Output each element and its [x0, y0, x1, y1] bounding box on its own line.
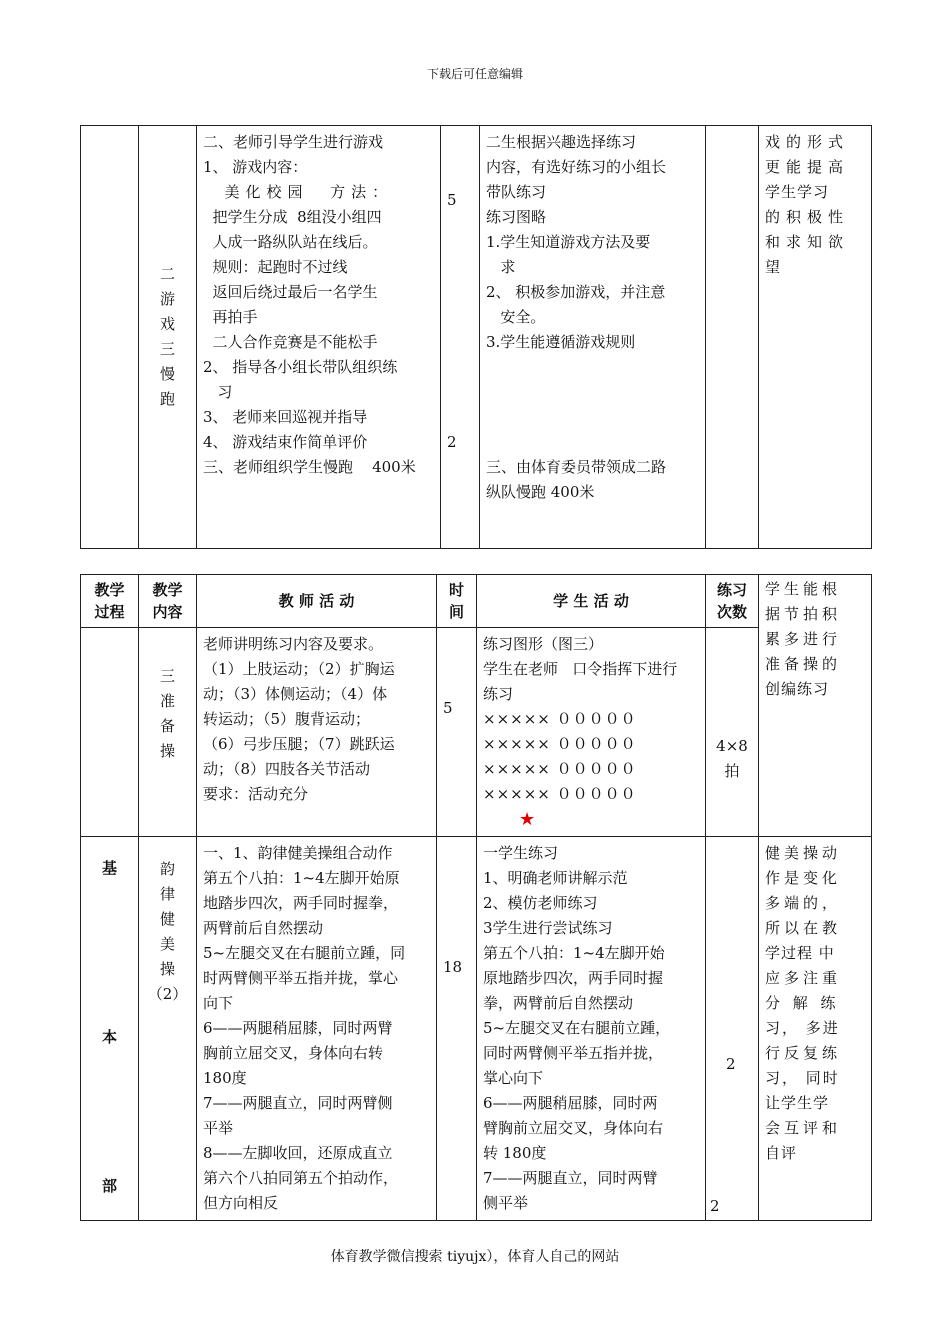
content-line: 律 — [159, 885, 175, 903]
text-line: 3.学生能遵循游戏规则 — [486, 333, 636, 351]
text-line: 向下 — [203, 994, 234, 1012]
text-line: 原地踏步四次，两手同时握 — [483, 969, 664, 987]
text-line: 美化校园 方法： — [203, 183, 394, 201]
header-line: 次数 — [716, 603, 747, 621]
text-line: 动；（8）四肢各关节活动 — [203, 760, 371, 778]
note-line: 会互评和 — [765, 1119, 842, 1137]
row2-notes-cell — [759, 837, 872, 1221]
content-line: 操 — [159, 742, 175, 760]
note-line: 学生学习 — [765, 183, 830, 201]
content-line: 韵 — [159, 860, 175, 878]
note-line: 让学生学 — [765, 1094, 830, 1112]
t1-content-line: 慢 — [159, 365, 175, 383]
note-line: 所以在教 — [765, 919, 842, 937]
t1-content-line: 戏 — [159, 315, 175, 333]
note-line: 累多进行 — [765, 630, 842, 648]
text-line: 2、 积极参加游戏，并注意 — [486, 283, 666, 301]
time-value: 18 — [443, 958, 463, 976]
text-line: 转运动；（5）腹背运动； — [203, 710, 371, 728]
row2-count-cell — [706, 837, 759, 1221]
text-line: 1、 游戏内容： — [203, 158, 308, 176]
note-line: 学过程 中 — [765, 944, 835, 962]
text-line: 平举 — [203, 1119, 234, 1137]
row1-count-cell — [706, 628, 759, 837]
note-line: 自评 — [765, 1144, 798, 1162]
header-line: 教学 — [94, 581, 125, 599]
t1-content-line: 游 — [159, 290, 175, 308]
header-process — [81, 575, 139, 628]
time-value: 2 — [447, 433, 457, 451]
note-line: 应多注重 — [765, 969, 842, 987]
row2-time-cell — [437, 837, 477, 1221]
time-value: 5 — [447, 191, 457, 209]
text-line: 学生在老师 口令指挥下进行 — [483, 660, 678, 678]
header-line: 时 — [448, 581, 464, 599]
text-line: 返回后绕过最后一名学生 — [203, 283, 378, 301]
text-line: 习 — [203, 383, 233, 401]
content-line: 操 — [159, 960, 175, 978]
text-line: 二、老师引导学生进行游戏 — [203, 133, 384, 151]
text-line: 把学生分成 8组没小组四 — [203, 208, 382, 226]
text-line: 掌心向下 — [483, 1069, 544, 1087]
note-line: 据节拍积 — [765, 605, 842, 623]
row1-time-cell — [437, 628, 477, 837]
page-footer: 体育教学微信搜索 tiyujx），体育人自己的网站 — [330, 1249, 620, 1265]
header-student: 学 生 活 动 — [477, 575, 706, 628]
formation-line: ××××× ０００００ — [483, 735, 637, 753]
text-line: 二生根据兴趣选择练习 — [486, 133, 637, 151]
text-line: （1）上肢运动；（2）扩胸运 — [203, 660, 395, 678]
t1-count-cell — [706, 126, 759, 549]
text-line: 动；（3）体侧运动；（4）体 — [203, 685, 388, 703]
text-line: 安全。 — [486, 308, 546, 326]
time-value: 5 — [443, 699, 453, 717]
note-line: 准备操的 — [765, 655, 842, 673]
note-line: 和求知欲 — [765, 233, 850, 251]
text-line: 5~左腿交叉在右腿前立踵， — [483, 1019, 671, 1037]
text-line: 再拍手 — [203, 308, 258, 326]
text-line: 内容，有选好练习的小组长 — [486, 158, 667, 176]
t1-process-cell — [81, 126, 139, 549]
text-line: 4、 游戏结束作简单评价 — [203, 433, 368, 451]
note-line: 作是变化 — [765, 869, 842, 887]
count-value: 4×8 — [716, 737, 748, 755]
content-line: 备 — [159, 717, 175, 735]
row2-process-cell — [81, 837, 139, 1221]
t1-notes-cell — [759, 126, 872, 549]
text-line: 180度 — [203, 1069, 247, 1087]
formation-line: ××××× ０００００ — [483, 760, 637, 778]
header-count — [706, 575, 759, 628]
note-line: 创编练习 — [765, 680, 830, 698]
text-line: 地踏步四次，两手同时握拳， — [203, 894, 399, 912]
note-line: 多端的， — [765, 894, 842, 912]
header-content — [139, 575, 197, 628]
text-line: 求 — [486, 258, 516, 276]
text-line: 老师讲明练习内容及要求。 — [203, 635, 384, 653]
header-teacher: 教 师 活 动 — [197, 575, 437, 628]
header-line: 练习 — [716, 581, 747, 599]
text-line — [486, 405, 699, 430]
note-line: 学生能根 — [765, 580, 842, 598]
process-char: 基 — [101, 859, 117, 877]
note-line: 戏的形式 — [765, 133, 850, 151]
t1-student-activity — [480, 126, 706, 549]
text-line: 3学生进行尝试练习 — [483, 919, 613, 937]
text-line: 1.学生知道游戏方法及要 — [486, 233, 651, 251]
text-line: 3、 老师来回巡视并指导 — [203, 408, 368, 426]
row1-notes-cell — [759, 575, 872, 837]
lesson-table — [80, 574, 872, 1221]
text-line: 臂胸前立屈交叉，身体向右 — [483, 1119, 664, 1137]
text-line: 三、老师组织学生慢跑 400米 — [203, 458, 416, 476]
text-line: 第六个八拍同第五个拍动作， — [203, 1169, 399, 1187]
text-line: 纵队慢跑 400米 — [486, 483, 595, 501]
row2-teacher-activity — [197, 837, 437, 1221]
t1-time-cell — [441, 126, 480, 549]
text-line: 一学生练习 — [483, 844, 559, 862]
note-line: 的积极性 — [765, 208, 850, 226]
text-line: 2、模仿老师练习 — [483, 894, 598, 912]
header-line: 过程 — [94, 603, 125, 621]
content-line: （2） — [147, 985, 188, 1003]
t1-content-line: 跑 — [159, 390, 175, 408]
count-value: 2 — [726, 1055, 736, 1073]
note-line: 行反复练 — [765, 1044, 842, 1062]
text-line: 要求：活动充分 — [203, 785, 309, 803]
text-line: 第五个八拍：1~4左脚开始原 — [203, 869, 400, 887]
count-value: 2 — [710, 1197, 720, 1215]
header-line: 教学 — [152, 581, 183, 599]
text-line: 人成一路纵队站在线后。 — [203, 233, 378, 251]
header-line: 内容 — [152, 603, 183, 621]
text-line: （6）弓步压腿；（7）跳跃运 — [203, 735, 395, 753]
text-line: 三、由体育委员带领成二路 — [486, 458, 667, 476]
t1-content-cell — [139, 126, 197, 549]
t1-content-line: 二 — [159, 265, 175, 283]
teacher-star-icon: ★ — [519, 809, 536, 830]
process-char: 部 — [101, 1177, 117, 1195]
content-line: 三 — [159, 667, 175, 685]
text-line: 但方向相反 — [203, 1194, 279, 1212]
count-value: 拍 — [724, 762, 740, 780]
note-line: 更能提高 — [765, 158, 850, 176]
t1-content-line: 三 — [159, 340, 175, 358]
text-line: 1、明确老师讲解示范 — [483, 869, 628, 887]
row2-content-cell — [139, 837, 197, 1221]
text-line — [486, 430, 699, 455]
text-line: 转 180度 — [483, 1144, 547, 1162]
note-line: 望 — [765, 258, 782, 276]
note-line: 习， 多进 — [765, 1019, 840, 1037]
text-line: 练习 — [483, 685, 514, 703]
text-line: 带队练习 — [486, 183, 547, 201]
content-line: 准 — [159, 692, 175, 710]
text-line: 侧平举 — [483, 1194, 529, 1212]
text-line: 胸前立屈交叉，身体向右转 — [203, 1044, 384, 1062]
row1-teacher-activity — [197, 628, 437, 837]
page-header: 下载后可任意编辑 — [426, 67, 523, 81]
formation-line: ××××× ０００００ — [483, 710, 637, 728]
process-char: 本 — [101, 1028, 117, 1046]
text-line: 练习图形（图三） — [483, 635, 604, 653]
content-line: 健 — [159, 910, 175, 928]
row1-content-cell — [139, 628, 197, 837]
header-time — [437, 575, 477, 628]
text-line: 拳，两臂前后自然摆动 — [483, 994, 634, 1012]
text-line: 8——左脚收回，还原成直立 — [203, 1144, 393, 1162]
text-line — [486, 380, 699, 405]
text-line: 练习图略 — [486, 208, 547, 226]
text-line: 7——两腿直立，同时两臂侧 — [203, 1094, 393, 1112]
text-line: 5~左腿交叉在右腿前立踵，同 — [203, 944, 406, 962]
t1-teacher-activity — [197, 126, 441, 549]
text-line: 7——两腿直立，同时两臂 — [483, 1169, 658, 1187]
text-line: 6——两腿稍屈膝，同时两 — [483, 1094, 658, 1112]
row1-student-activity — [477, 628, 706, 837]
text-line: 6——两腿稍屈膝，同时两臂 — [203, 1019, 393, 1037]
text-line: 时两臂侧平举五指并拢，掌心 — [203, 969, 399, 987]
row1-process-cell — [81, 628, 139, 837]
text-line: 一、1、韵律健美操组合动作 — [203, 844, 393, 862]
note-line: 分 解 练 — [765, 994, 840, 1012]
note-line: 健美操动 — [765, 844, 842, 862]
text-line: 第五个八拍：1~4左脚开始 — [483, 944, 665, 962]
lesson-table-continued — [80, 125, 872, 549]
text-line: 规则：起跑时不过线 — [203, 258, 348, 276]
text-line: 同时两臂侧平举五指并拢， — [483, 1044, 664, 1062]
content-line: 美 — [159, 935, 175, 953]
header-line: 间 — [448, 603, 464, 621]
text-line: 2、 指导各小组长带队组织练 — [203, 358, 398, 376]
text-line: 两臂前后自然摆动 — [203, 919, 324, 937]
note-line: 习， 同时 — [765, 1069, 840, 1087]
row2-student-activity — [477, 837, 706, 1221]
formation-line: ××××× ０００００ — [483, 785, 637, 803]
text-line: 二人合作竞赛是不能松手 — [203, 333, 378, 351]
text-line — [486, 355, 699, 380]
